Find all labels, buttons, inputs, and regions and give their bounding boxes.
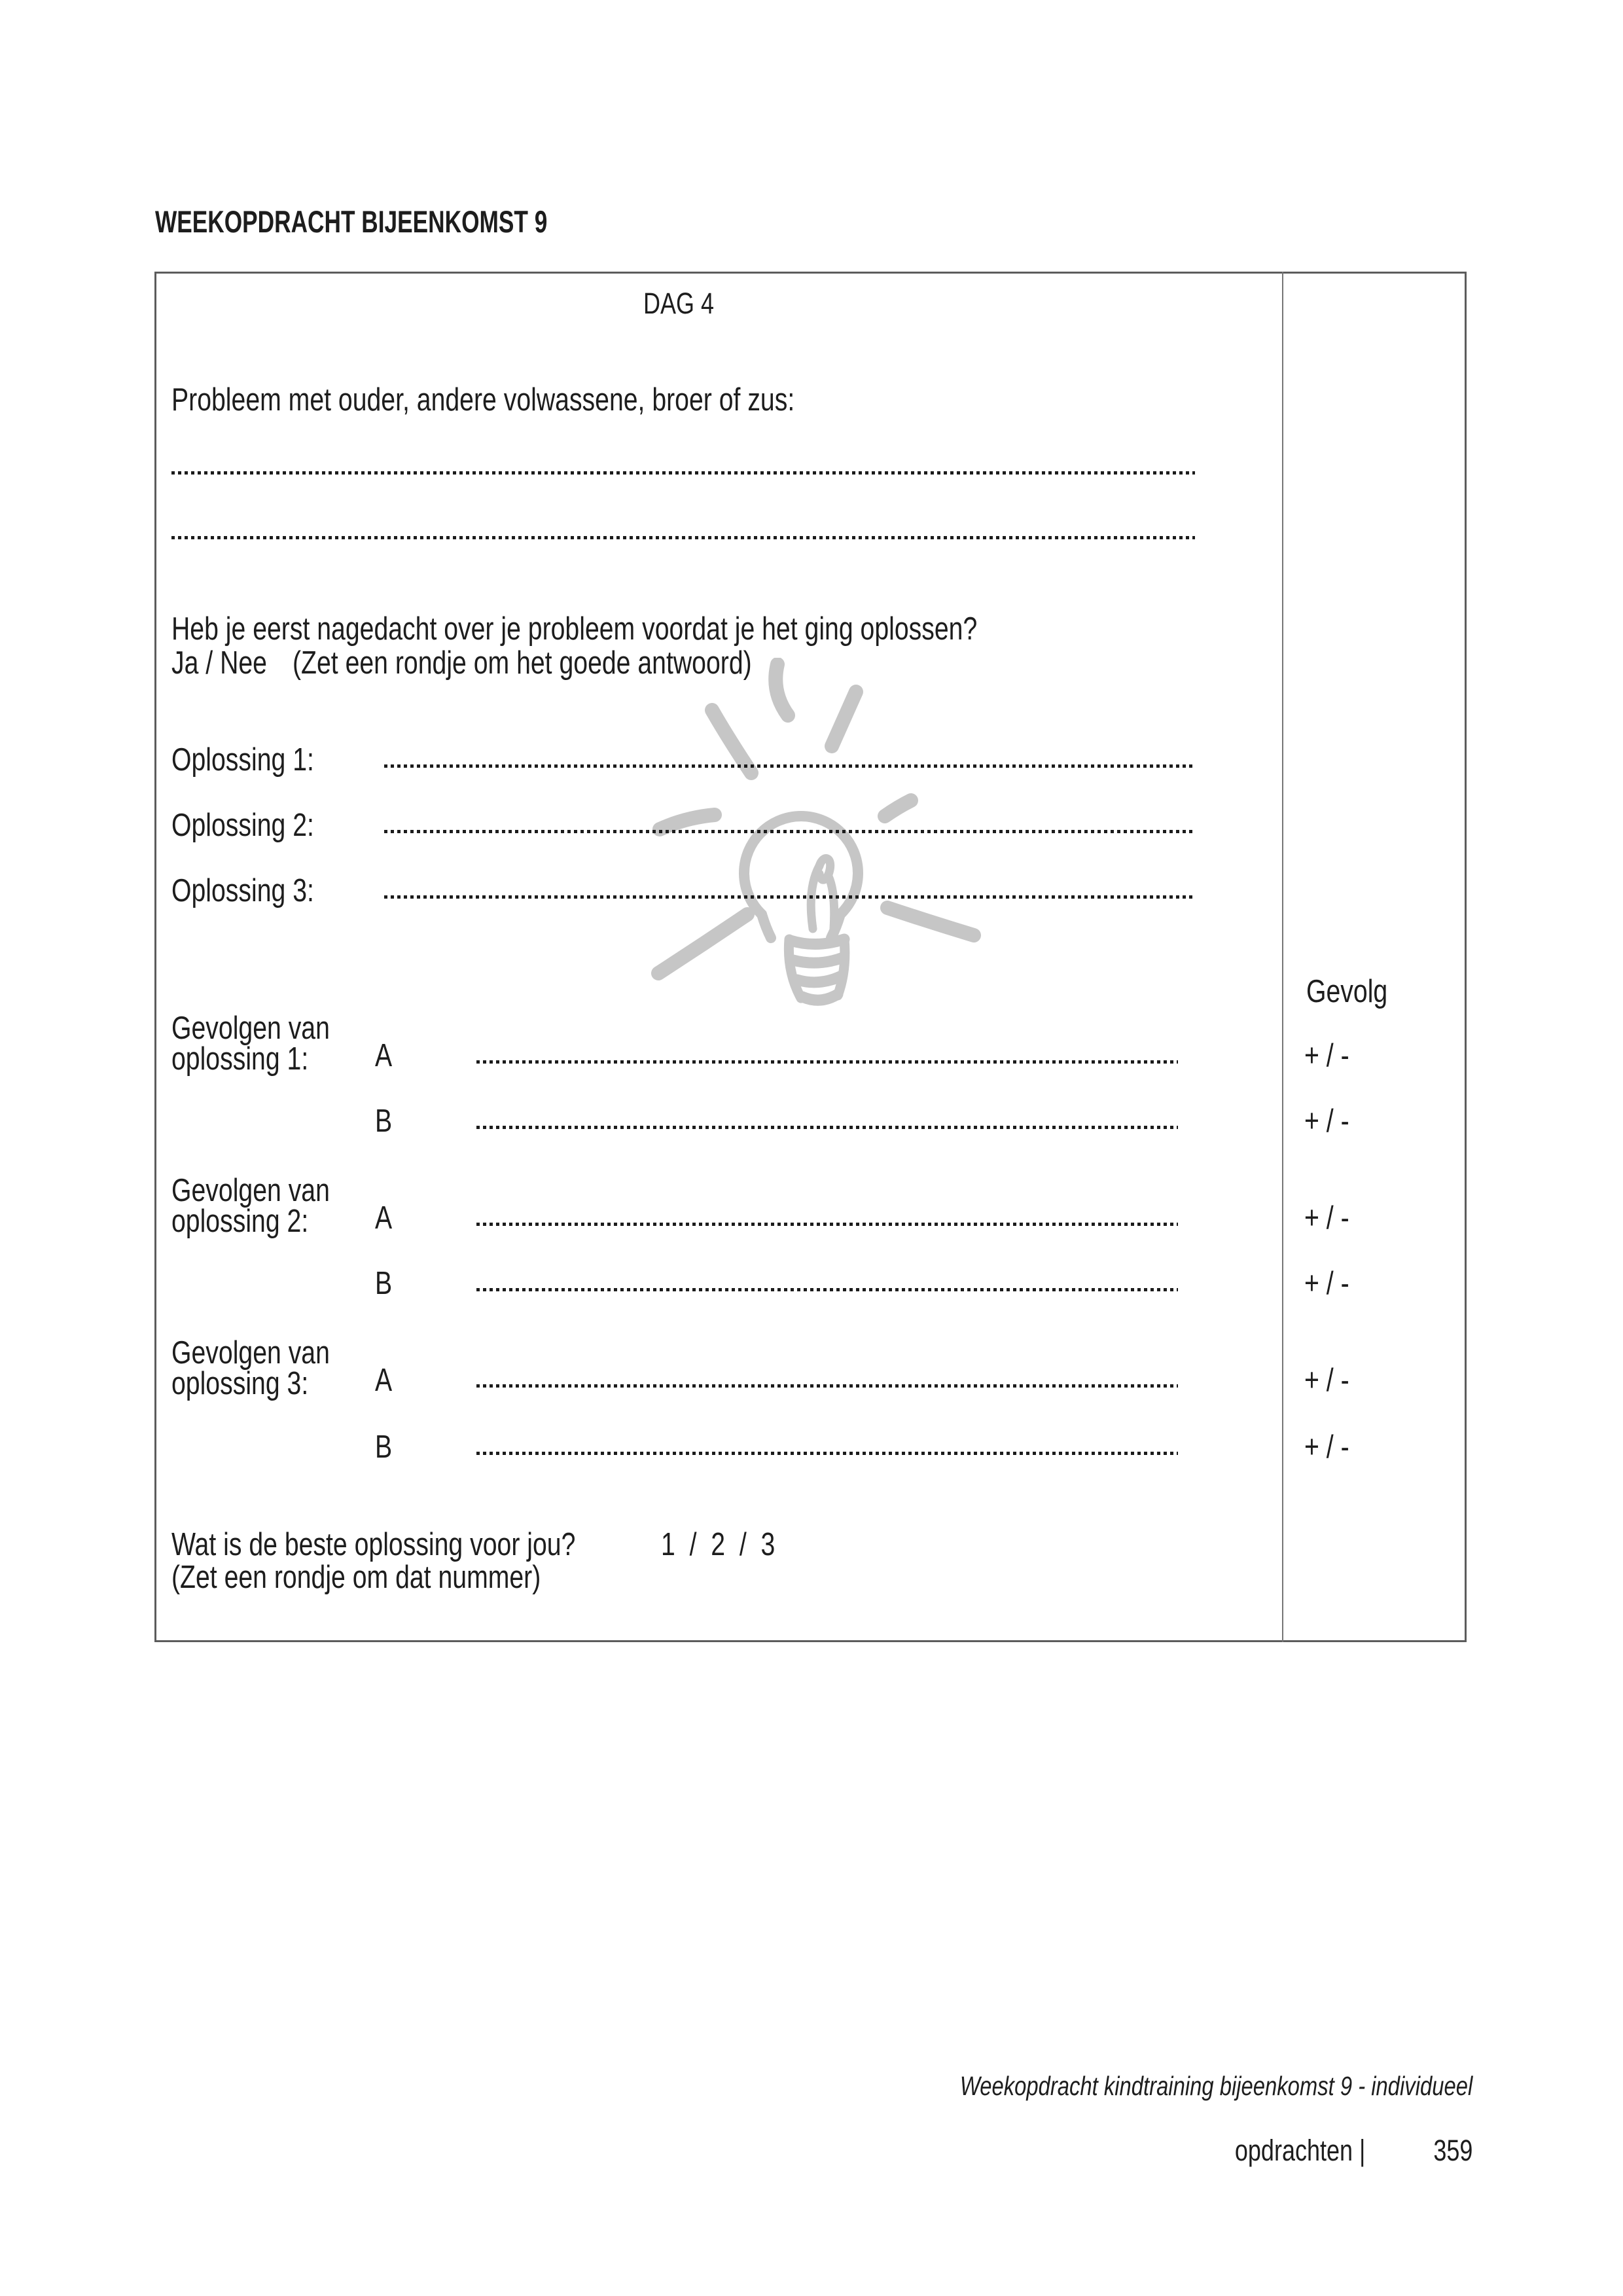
think-instruction bbox=[293, 647, 866, 679]
consequences-2-label-line1 bbox=[171, 1175, 369, 1207]
solution-1-answer-line[interactable] bbox=[384, 764, 1195, 768]
consequences-3-label-line1 bbox=[171, 1337, 369, 1369]
plus-minus-choice[interactable]: + / - bbox=[1304, 1429, 1349, 1465]
row-letter: A bbox=[375, 1038, 393, 1073]
gevolg-column-divider bbox=[1282, 272, 1283, 1642]
consequences-1-label1-text: Gevolgen van bbox=[171, 1011, 330, 1046]
solution-3-answer-line[interactable] bbox=[384, 895, 1195, 899]
consequences-2-label2-text: oplossing 2: bbox=[171, 1204, 309, 1239]
footer-page-number: 359 bbox=[1433, 2134, 1472, 2167]
page-title-text: WEEKOPDRACHT BIJEENKOMST 9 bbox=[155, 204, 548, 239]
solution-2-label bbox=[171, 810, 349, 842]
consequences-3-row-b-line[interactable] bbox=[476, 1452, 1178, 1455]
solution-1-label bbox=[171, 744, 349, 776]
think-answer-options[interactable] bbox=[171, 647, 291, 679]
consequences-1-row-a-gevolg[interactable] bbox=[1304, 1040, 1361, 1072]
consequences-3-row-b-letter bbox=[375, 1431, 397, 1463]
consequences-2-row-a-gevolg[interactable] bbox=[1304, 1202, 1361, 1234]
row-letter: A bbox=[375, 1200, 393, 1236]
solution-2-answer-line[interactable] bbox=[384, 830, 1195, 833]
consequences-3-row-a-gevolg[interactable] bbox=[1304, 1365, 1361, 1397]
footer-section-label: opdrachten | bbox=[1234, 2134, 1365, 2167]
consequences-1-row-a-line[interactable] bbox=[476, 1060, 1178, 1064]
footer-pagination bbox=[1175, 2136, 1472, 2165]
best-solution-question bbox=[171, 1529, 677, 1561]
page-title bbox=[155, 206, 678, 237]
consequences-1-label-line1 bbox=[171, 1013, 369, 1045]
consequences-3-label1-text: Gevolgen van bbox=[171, 1335, 330, 1371]
solution-2-label-text: Oplossing 2: bbox=[171, 808, 314, 843]
number-choice[interactable]: 1 / 2 / 3 bbox=[661, 1527, 776, 1562]
row-letter: A bbox=[375, 1363, 393, 1398]
consequences-1-row-b-line[interactable] bbox=[476, 1126, 1178, 1129]
consequences-2-label-line2 bbox=[171, 1206, 343, 1238]
row-letter: B bbox=[375, 1429, 393, 1465]
consequences-3-label-line2 bbox=[171, 1368, 343, 1400]
row-letter: B bbox=[375, 1266, 393, 1301]
best-solution-instruction-text: (Zet een rondje om dat nummer) bbox=[171, 1560, 541, 1595]
think-question bbox=[171, 613, 1179, 645]
footer-credit-text: Weekopdracht kindtraining bijeenkomst 9 - individueel bbox=[959, 2071, 1472, 2101]
consequences-1-row-b-letter bbox=[375, 1105, 397, 1138]
consequences-3-row-a-letter bbox=[375, 1365, 397, 1397]
best-solution-instruction bbox=[171, 1562, 633, 1594]
footer-credit bbox=[832, 2073, 1472, 2100]
solution-1-label-text: Oplossing 1: bbox=[171, 742, 314, 778]
plus-minus-choice[interactable]: + / - bbox=[1304, 1200, 1349, 1236]
plus-minus-choice[interactable]: + / - bbox=[1304, 1266, 1349, 1301]
problem-answer-line-2[interactable] bbox=[171, 536, 1195, 539]
best-solution-options[interactable] bbox=[661, 1529, 804, 1561]
think-instruction-text: (Zet een rondje om het goede antwoord) bbox=[293, 645, 752, 681]
consequences-2-row-b-letter bbox=[375, 1268, 397, 1300]
problem-answer-line-1[interactable] bbox=[171, 471, 1195, 475]
plus-minus-choice[interactable]: + / - bbox=[1304, 1038, 1349, 1073]
consequences-3-label2-text: oplossing 3: bbox=[171, 1366, 309, 1401]
day-header bbox=[643, 289, 732, 318]
best-solution-question-text: Wat is de beste oplossing voor jou? bbox=[171, 1527, 576, 1562]
consequences-2-row-b-gevolg[interactable] bbox=[1304, 1268, 1361, 1300]
solution-3-label-text: Oplossing 3: bbox=[171, 873, 314, 908]
consequences-1-label-line2 bbox=[171, 1043, 343, 1075]
think-question-text: Heb je eerst nagedacht over je probleem voordat je het ging oplossen? bbox=[171, 611, 978, 647]
problem-label bbox=[171, 384, 950, 416]
consequences-2-row-a-line[interactable] bbox=[476, 1223, 1178, 1226]
consequences-2-row-a-letter bbox=[375, 1202, 397, 1234]
plus-minus-choice[interactable]: + / - bbox=[1304, 1103, 1349, 1139]
row-letter: B bbox=[375, 1103, 393, 1139]
consequences-1-row-b-gevolg[interactable] bbox=[1304, 1105, 1361, 1138]
ja-nee-choice[interactable]: Ja / Nee bbox=[171, 645, 267, 681]
plus-minus-choice[interactable]: + / - bbox=[1304, 1363, 1349, 1398]
gevolg-column-header bbox=[1306, 976, 1408, 1008]
consequences-3-row-a-line[interactable] bbox=[476, 1384, 1178, 1388]
gevolg-header-text: Gevolg bbox=[1306, 974, 1388, 1009]
consequences-1-row-a-letter bbox=[375, 1040, 397, 1072]
solution-3-label bbox=[171, 875, 349, 907]
consequences-2-row-b-line[interactable] bbox=[476, 1288, 1178, 1291]
problem-label-text: Probleem met ouder, andere volwassene, broer of zus: bbox=[171, 382, 795, 418]
consequences-1-label2-text: oplossing 1: bbox=[171, 1041, 309, 1077]
consequences-3-row-b-gevolg[interactable] bbox=[1304, 1431, 1361, 1463]
day-header-text: DAG 4 bbox=[643, 287, 715, 320]
worksheet-table-border bbox=[154, 272, 1467, 1642]
consequences-2-label1-text: Gevolgen van bbox=[171, 1173, 330, 1208]
